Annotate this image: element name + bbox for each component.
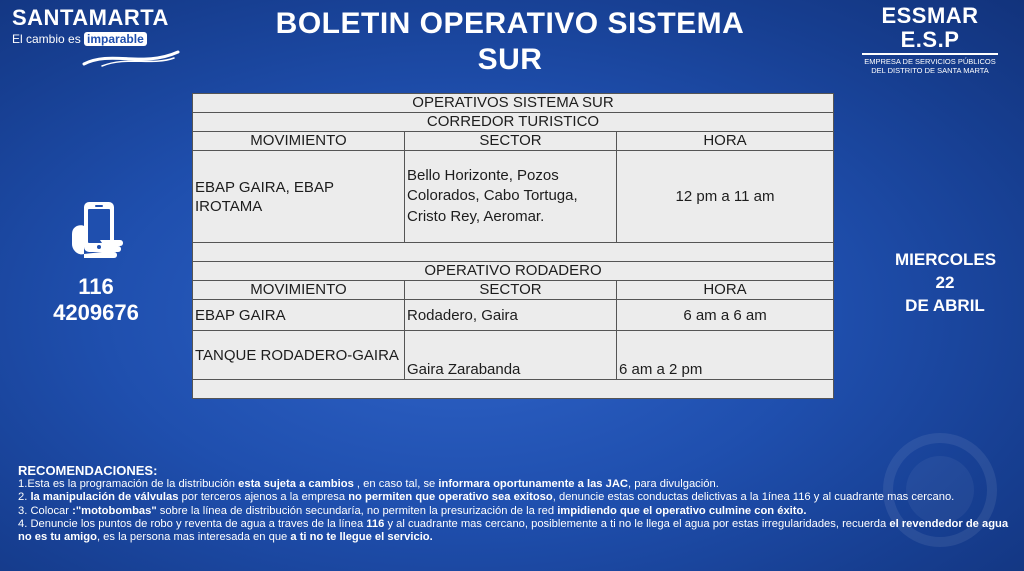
cell-hora: 12 pm a 11 am	[617, 151, 834, 243]
recommendation-text: 2.	[18, 491, 31, 504]
recommendation-text: impidiendo que el operativo culmine con éxito.	[557, 504, 807, 517]
logo-tagline-highlight: imparable	[84, 32, 147, 46]
cell-sector: Bello Horizonte, Pozos Colorados, Cabo Tortuga, Cristo Rey, Aeromar.	[405, 151, 617, 243]
essmar-subtitle-1: EMPRESA DE SERVICIOS PÚBLICOS	[864, 57, 996, 66]
date-month: DE ABRIL	[905, 296, 985, 315]
cell-hora: 6 am a 6 am	[617, 300, 834, 331]
date-block	[895, 248, 995, 317]
table-row	[193, 300, 834, 331]
section-title-rodadero: OPERATIVO RODADERO	[193, 262, 834, 281]
recommendation-text: 1.Esta es la programación de la distribución	[18, 478, 239, 491]
recommendation-text: por terceros ajenos a la empresa	[178, 491, 349, 504]
recommendation-text: :"motobombas"	[72, 504, 157, 517]
recommendation-item	[18, 478, 1013, 491]
table-header-row	[193, 281, 834, 300]
table-row	[193, 151, 834, 243]
wave-swoosh-icon	[82, 46, 182, 68]
logo-divider	[862, 53, 998, 55]
cell-sector: Gaira Zarabanda	[405, 331, 617, 380]
spacer-row	[193, 380, 834, 399]
phone-number-short: 116	[78, 274, 114, 299]
recommendations-section	[18, 464, 1013, 544]
logo-city-name: SANTAMARTA	[12, 5, 169, 30]
operations-table	[192, 93, 834, 399]
recommendations-heading: RECOMENDACIONES:	[18, 463, 158, 478]
recommendation-text: no permiten que operativo sea exitoso	[348, 491, 553, 504]
recommendation-text: informara oportunamente a las JAC	[438, 478, 628, 491]
cell-movimiento: TANQUE RODADERO-GAIRA	[193, 331, 405, 380]
recommendation-text: a ti no te llegue el servicio.	[290, 531, 433, 544]
recommendation-text: , para divulgación.	[628, 478, 719, 491]
table-title: OPERATIVOS SISTEMA SUR	[193, 94, 834, 113]
date-weekday: MIERCOLES	[895, 250, 997, 269]
table-title-row	[193, 94, 834, 113]
recommendation-text: , en caso tal, se	[353, 478, 439, 491]
cell-movimiento: EBAP GAIRA	[193, 300, 405, 331]
cell-movimiento: EBAP GAIRA, EBAP IROTAMA	[193, 151, 405, 243]
recommendation-text: esta sujeta a cambios	[238, 478, 354, 491]
page-title: BOLETIN OPERATIVO SISTEMA SUR	[275, 7, 745, 76]
header-movimiento: MOVIMIENTO	[193, 132, 405, 151]
phone-hand-icon	[66, 200, 126, 262]
recommendation-text: 3. Colocar	[18, 504, 73, 517]
recommendations-list	[18, 478, 1013, 544]
recommendation-text: sobre la línea de distribución secundaría, no permiten la presurización de la red	[156, 504, 558, 517]
recommendation-item	[18, 518, 1013, 544]
recommendation-item	[18, 505, 1013, 518]
recommendation-text: , es la persona mas interesada en que	[96, 531, 291, 544]
table-header-row	[193, 132, 834, 151]
header-hora: HORA	[617, 132, 834, 151]
section-title-row	[193, 113, 834, 132]
santamarta-logo	[12, 6, 192, 66]
section-title-corredor: CORREDOR TURISTICO	[193, 113, 834, 132]
header-sector: SECTOR	[405, 132, 617, 151]
cell-sector: Rodadero, Gaira	[405, 300, 617, 331]
essmar-subtitle-2: DEL DISTRITO DE SANTA MARTA	[871, 66, 989, 75]
section-title-row	[193, 262, 834, 281]
recommendation-text: , denuncie estas conductas delictivas a la 1ínea 116 y al cuadrante mas cercano.	[552, 491, 955, 504]
table-row	[193, 331, 834, 380]
recommendation-text: el revendedor de agua no es tu amigo	[18, 517, 1009, 544]
recommendation-item	[18, 491, 1013, 504]
recommendation-text: 4. Denuncie los puntos de robo y reventa de agua a traves de la línea	[18, 517, 367, 530]
essmar-brand: ESSMAR E.S.P	[881, 3, 979, 52]
logo-tagline-prefix: El cambio es	[12, 32, 81, 46]
date-day: 22	[935, 273, 955, 292]
recommendation-text: 116	[366, 517, 385, 530]
essmar-logo	[850, 4, 1010, 75]
header-movimiento: MOVIMIENTO	[193, 281, 405, 300]
header-hora: HORA	[617, 281, 834, 300]
phone-number-long: 4209676	[53, 300, 139, 325]
contact-block	[48, 200, 144, 326]
header-sector: SECTOR	[405, 281, 617, 300]
spacer-row	[193, 243, 834, 262]
recommendation-text: y al cuadrante mas cercano, posiblemente a ti no le llega el agua por estas irregularidades, recuerda	[384, 517, 890, 530]
logo-tagline	[12, 32, 192, 46]
recommendation-text: la manipulación de válvulas	[30, 491, 179, 504]
cell-hora: 6 am a 2 pm	[617, 331, 834, 380]
